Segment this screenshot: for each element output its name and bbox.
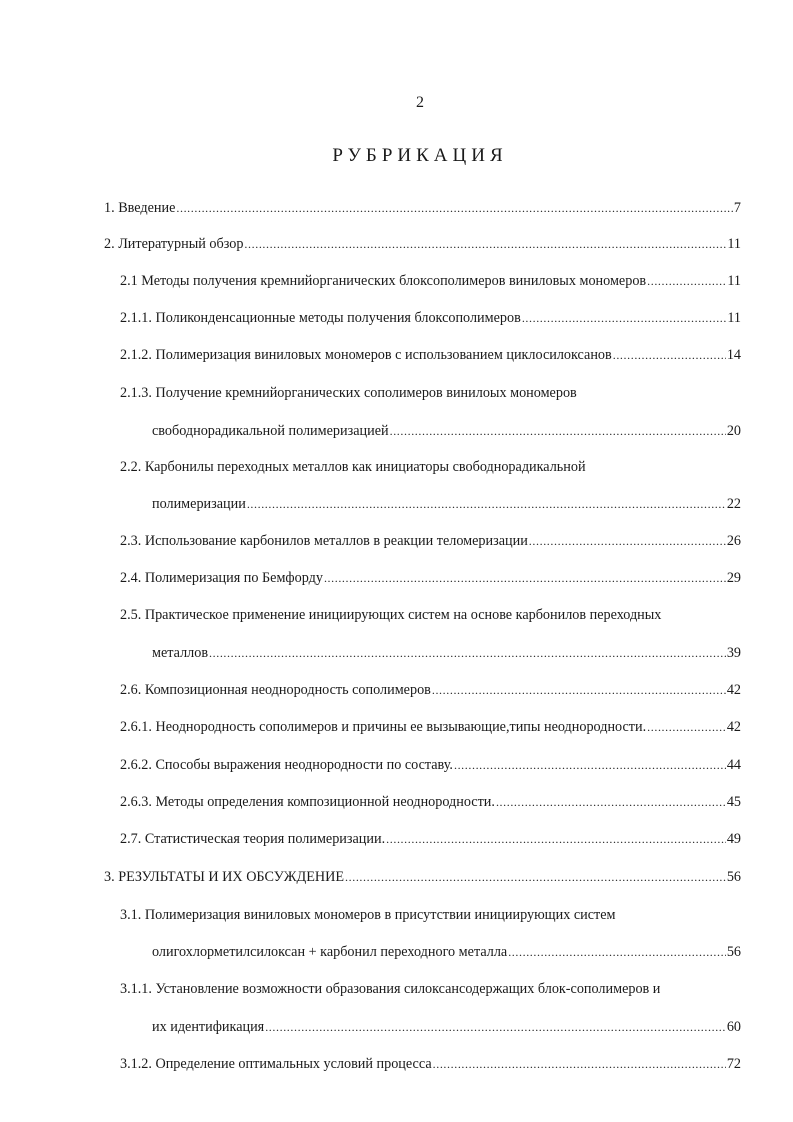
- dot-leader: [176, 199, 733, 217]
- toc-entry-text: свободнорадикальной полимеризацией: [152, 423, 389, 439]
- toc-entry-text: 2.2. Карбонилы переходных металлов как инициаторы свободнорадикальной: [120, 459, 586, 475]
- toc-entry-page: 11: [727, 273, 741, 289]
- page-number: 2: [416, 94, 424, 111]
- toc-entry-page: 45: [726, 794, 741, 810]
- toc-entry: [120, 309, 741, 327]
- dot-leader: [454, 756, 726, 774]
- toc-entry: [120, 681, 741, 699]
- toc-entry-page: 72: [726, 1056, 741, 1072]
- toc-entry-page: 22: [726, 496, 741, 512]
- toc-entry-text: 3.1. Полимеризация виниловых мономеров в присутствии инициирующих систем: [120, 907, 616, 923]
- dot-leader: [529, 532, 726, 550]
- toc-entry: [120, 569, 741, 587]
- toc-entry: [152, 495, 741, 513]
- toc-entry-page: 29: [726, 570, 741, 586]
- toc-entry: [120, 532, 741, 550]
- dot-leader: [244, 235, 726, 253]
- toc-entry-text: 2.1.2. Полимеризация виниловых мономеров с использованием циклосилоксанов: [120, 347, 612, 363]
- toc-entry-text: 2.6.3. Методы определения композиционной неоднородности.: [120, 794, 495, 810]
- toc-entry-text: 1. Введение: [104, 200, 176, 216]
- dot-leader: [433, 1055, 726, 1073]
- dot-leader: [386, 830, 726, 848]
- toc-entry-text: 2.1.3. Получение кремнийорганических сополимеров винилоых мономеров: [120, 385, 577, 401]
- toc-entry-page: 42: [726, 719, 741, 735]
- toc-entry-page: 39: [726, 645, 741, 661]
- toc-entry: [120, 793, 741, 811]
- toc-entry-text: 2.6.1. Неоднородность сополимеров и причины ее вызывающие,типы неоднородности.: [120, 719, 647, 735]
- dot-leader: [613, 346, 726, 364]
- toc-entry-page: 44: [726, 757, 741, 773]
- toc-entry: [120, 756, 741, 774]
- dot-leader: [647, 718, 726, 736]
- toc-entry: [104, 868, 741, 886]
- toc-entry: [120, 384, 577, 402]
- toc-entry-page: 42: [726, 682, 741, 698]
- toc-entry-text: 2.7. Статистическая теория полимеризации.: [120, 831, 386, 847]
- toc-entry-text: металлов: [152, 645, 209, 661]
- toc-entry-text: полимеризации: [152, 496, 246, 512]
- toc-entry: [104, 199, 741, 217]
- toc-entry: [120, 906, 616, 924]
- toc-entry-text: олигохлорметилсилоксан + карбонил переходного металла: [152, 944, 508, 960]
- toc-entry: [120, 718, 741, 736]
- toc-entry-text: 3.1.2. Определение оптимальных условий процесса: [120, 1056, 432, 1072]
- toc-entry-text: 2.3. Использование карбонилов металлов в реакции теломеризации: [120, 533, 528, 549]
- toc-entry: [120, 1055, 741, 1073]
- toc-entry-page: 7: [733, 200, 741, 216]
- toc-entry-page: 56: [726, 869, 741, 885]
- dot-leader: [647, 272, 726, 290]
- toc-entry-page: 60: [726, 1019, 741, 1035]
- toc-entry-text: 3. РЕЗУЛЬТАТЫ И ИХ ОБСУЖДЕНИЕ: [104, 869, 345, 885]
- toc-entry: [104, 235, 741, 253]
- toc-entry: [120, 272, 741, 290]
- dot-leader: [324, 569, 726, 587]
- dot-leader: [265, 1018, 726, 1036]
- toc-entry-page: 11: [727, 236, 741, 252]
- toc-entry-text: 2.6. Композиционная неоднородность сополимеров: [120, 682, 431, 698]
- toc-entry-text: 3.1.1. Установление возможности образования силоксансодержащих блок-сополимеров и: [120, 981, 661, 997]
- dot-leader: [247, 495, 726, 513]
- toc-entry-text: 2. Литературный обзор: [104, 236, 244, 252]
- dot-leader: [209, 644, 726, 662]
- toc-entry-page: 26: [726, 533, 741, 549]
- toc-entry: [120, 980, 660, 998]
- dot-leader: [522, 309, 727, 327]
- toc-entry-text: 2.1.1. Поликонденсационные методы получения блоксополимеров: [120, 310, 521, 326]
- toc-entry: [120, 606, 661, 624]
- toc-entry-text: их идентификация: [152, 1019, 265, 1035]
- toc-entry-page: 20: [726, 423, 741, 439]
- toc-entry-page: 56: [726, 944, 741, 960]
- dot-leader: [508, 943, 726, 961]
- toc-entry: [120, 346, 741, 364]
- toc-entry: [152, 644, 741, 662]
- page-title: РУБРИКАЦИЯ: [332, 145, 508, 166]
- toc-entry-text: 2.4. Полимеризация по Бемфорду: [120, 570, 323, 586]
- dot-leader: [496, 793, 726, 811]
- toc-entry: [152, 943, 741, 961]
- toc-entry-page: 14: [726, 347, 741, 363]
- toc-entry: [120, 458, 586, 476]
- dot-leader: [390, 422, 726, 440]
- toc-entry: [120, 830, 741, 848]
- toc-entry-text: 2.5. Практическое применение инициирующих систем на основе карбонилов переходных: [120, 607, 662, 623]
- toc-entry-page: 11: [727, 310, 741, 326]
- dot-leader: [345, 868, 726, 886]
- toc-entry: [152, 1018, 741, 1036]
- toc-entry-text: 2.1 Методы получения кремнийорганических блоксополимеров виниловых мономеров: [120, 273, 647, 289]
- toc-entry: [152, 422, 741, 440]
- toc-entry-page: 49: [726, 831, 741, 847]
- dot-leader: [432, 681, 726, 699]
- toc-entry-text: 2.6.2. Способы выражения неоднородности по составу.: [120, 757, 453, 773]
